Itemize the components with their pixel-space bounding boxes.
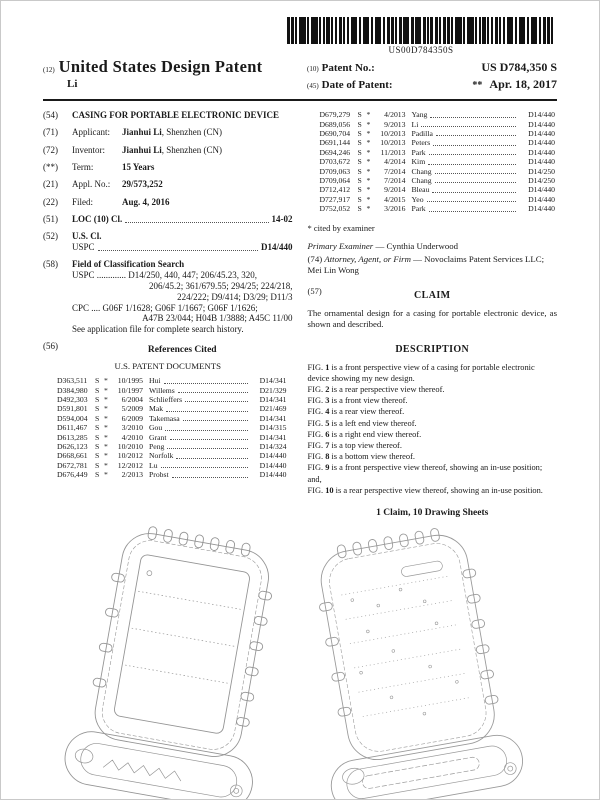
ref-examiner-star: * [366, 166, 371, 176]
applicant-name: Jianhui Li [122, 127, 162, 138]
ref-date: 10/1995 [117, 376, 143, 386]
reference-row [320, 157, 556, 166]
ref-examiner-star: * [104, 442, 108, 452]
ref-inventor-name: Yeo [411, 194, 424, 204]
ref-inventor-name: Probst [149, 470, 169, 480]
ref-class-code: D14/341 [259, 413, 287, 423]
ref-examiner-star: * [104, 423, 108, 433]
patent-no-value: US D784,350 S [481, 60, 557, 74]
ref-patent-number: D611,467 [57, 423, 88, 433]
ref-class-code: D14/341 [259, 395, 287, 405]
ref-class-code: D14/324 [259, 442, 287, 452]
us-patent-documents-left [43, 376, 293, 479]
ref-kind-code: S [357, 129, 362, 138]
dotted-leader [429, 154, 516, 155]
ref-patent-number: D594,004 [57, 413, 88, 423]
ref-class-code: D14/440 [259, 470, 287, 480]
reference-row [57, 451, 287, 460]
search-history-note: See application file for complete search history. [72, 324, 244, 335]
ref-kind-code: S [357, 147, 362, 157]
patent-drawing-front-perspective [59, 522, 294, 800]
figure-description-line: FIG. 1 is a front perspective view of a casing for portable electronic device showing my new design. [307, 362, 535, 383]
dotted-leader [178, 392, 248, 393]
ref-examiner-star: * [104, 451, 108, 461]
left-column [43, 110, 293, 518]
appl-no-label: Appl. No.: [72, 179, 111, 190]
ref-class-code: D14/440 [528, 147, 555, 157]
figure-description-line: FIG. 5 is a left end view thereof. [307, 418, 417, 428]
ref-patent-number: D689,056 [319, 119, 351, 129]
barcode-image [287, 17, 555, 44]
field-number: (72) [43, 144, 58, 155]
dotted-leader [170, 439, 248, 440]
ref-kind-code: S [357, 194, 362, 204]
ref-inventor-name: Norfolk [149, 451, 174, 461]
ref-inventor-name: Grant [149, 432, 167, 442]
claim-heading: CLAIM [414, 289, 451, 301]
dotted-leader [435, 182, 516, 183]
ref-date: 7/2014 [384, 166, 406, 176]
uspc-search-line: USPC ............. D14/250, 440, 447; 206/45.23, 320, [72, 270, 258, 281]
invention-title-field [43, 110, 293, 121]
right-column [308, 110, 558, 518]
ref-patent-number: D712,412 [319, 185, 351, 195]
cover-drawings [1, 522, 599, 800]
reference-row [57, 433, 287, 442]
ref-kind-code: S [95, 376, 100, 386]
reference-row [57, 442, 287, 451]
ref-inventor-name: Chang [411, 166, 432, 176]
us-patent-documents-heading: U.S. PATENT DOCUMENTS [114, 361, 222, 372]
ref-examiner-star: * [104, 413, 108, 423]
figure-description-line: FIG. 6 is a right end view thereof. [307, 429, 422, 439]
ref-class-code: D14/440 [528, 157, 555, 167]
ref-kind-code: S [357, 185, 362, 195]
ref-kind-code: S [357, 204, 362, 214]
ref-class-code: D14/250 [528, 176, 555, 186]
ref-kind-code: S [95, 404, 100, 414]
ref-kind-code: S [357, 119, 362, 129]
ref-patent-number: D709,064 [319, 176, 351, 186]
reference-row [320, 167, 556, 176]
reference-row [320, 148, 556, 157]
ref-kind-code: S [95, 460, 100, 470]
ref-date: 4/2014 [384, 157, 406, 167]
date-value: Apr. 18, 2017 [489, 77, 557, 91]
field-number: (52) [43, 231, 58, 242]
primary-examiner-line: Primary Examiner — Cynthia Underwood [307, 240, 459, 251]
reference-row [57, 404, 287, 413]
ref-date: 11/2013 [380, 147, 406, 157]
dotted-leader [183, 420, 248, 421]
ref-kind-code: S [95, 413, 100, 423]
applicant-field [43, 127, 293, 138]
loc-value: 14-02 [271, 213, 293, 224]
reference-row [57, 395, 287, 404]
ref-class-code: D14/440 [528, 110, 555, 120]
reference-row [320, 110, 556, 119]
ref-patent-number: D709,063 [319, 166, 351, 176]
ref-kind-code: S [95, 451, 100, 461]
us-class-field [43, 231, 293, 253]
ref-class-code: D14/440 [528, 129, 555, 138]
reference-row [320, 120, 556, 129]
ref-examiner-star: * [366, 138, 371, 148]
ref-kind-code: S [357, 176, 362, 186]
ref-kind-code: S [357, 138, 362, 148]
inventor-name: Jianhui Li [122, 144, 162, 155]
ref-class-code: D14/440 [528, 119, 555, 129]
dotted-leader [429, 211, 516, 212]
ref-patent-number: D679,279 [319, 110, 351, 120]
ref-kind-code: S [95, 385, 100, 395]
ref-class-code: D14/440 [528, 138, 555, 148]
reference-row [320, 176, 556, 185]
ref-examiner-star: * [104, 432, 108, 442]
ref-date: 5/2009 [121, 404, 143, 414]
field-number: (56) [43, 341, 58, 352]
figure-description-line: FIG. 2 is a rear perspective view thereof. [307, 385, 445, 395]
ref-date: 10/2013 [380, 138, 406, 148]
applicant-location: , Shenzhen (CN) [161, 127, 223, 138]
field-number: (74) [307, 253, 323, 264]
ref-date: 4/2013 [384, 110, 406, 120]
ref-inventor-name: Peters [411, 138, 431, 148]
inventor-label: Inventor: [72, 144, 105, 155]
ref-kind-code: S [95, 442, 100, 452]
field-of-search-title: Field of Classification Search [72, 259, 185, 270]
patent-drawing-rear-perspective [296, 522, 541, 800]
dotted-leader [98, 250, 258, 251]
us-cl-label: U.S. Cl. [72, 231, 102, 242]
reference-row [320, 204, 556, 213]
ref-kind-code: S [357, 110, 362, 120]
figure-description-line: FIG. 3 is a front view thereof. [307, 396, 408, 406]
reference-row [320, 129, 556, 138]
dotted-leader [428, 164, 516, 165]
ref-patent-number: D626,123 [57, 442, 88, 452]
ref-patent-number: D694,246 [319, 147, 351, 157]
dotted-leader [166, 411, 247, 412]
ref-inventor-name: Peng [149, 442, 165, 452]
dotted-leader [435, 173, 516, 174]
ref-date: 2/2013 [121, 470, 143, 480]
ref-inventor-name: Lu [149, 460, 158, 470]
ref-patent-number: D668,661 [57, 451, 88, 461]
examiner-name: Cynthia Underwood [386, 240, 459, 251]
body-columns [43, 110, 557, 518]
ref-patent-number: D752,052 [319, 204, 351, 214]
us-patent-documents-right [308, 110, 558, 213]
ref-examiner-star: * [104, 470, 108, 480]
dotted-leader [165, 430, 247, 431]
ref-kind-code: S [95, 470, 100, 480]
ref-examiner-star: * [366, 147, 371, 157]
ref-patent-number: D690,704 [319, 129, 351, 138]
ref-date: 6/2009 [121, 413, 143, 423]
figure-description-line: FIG. 10 is a rear perspective view thereof, showing an in-use position. [307, 485, 543, 495]
figure-description-list [308, 362, 558, 496]
ref-inventor-name: Takemasa [149, 413, 180, 423]
ref-inventor-name: Mak [149, 404, 164, 414]
header-right [307, 57, 557, 94]
field-number: (51) [43, 213, 58, 224]
dotted-leader [432, 192, 516, 193]
ref-class-code: D21/329 [259, 385, 287, 395]
reference-row [320, 138, 556, 147]
field-number: (22) [43, 196, 58, 207]
ref-inventor-name: Willems [149, 385, 175, 395]
ref-examiner-star: * [366, 194, 371, 204]
ref-date: 12/2012 [117, 460, 143, 470]
ref-examiner-star: * [104, 404, 108, 414]
ref-examiner-star: * [366, 157, 371, 167]
figure-description-line: FIG. 8 is a bottom view thereof. [307, 452, 415, 462]
date-of-patent-row [307, 77, 557, 92]
ref-inventor-name: Kim [411, 157, 426, 167]
dotted-leader [430, 117, 516, 118]
ref-patent-number: D363,511 [57, 376, 88, 386]
ref-patent-number: D591,801 [57, 404, 88, 414]
ref-kind-code: S [357, 166, 362, 176]
dotted-leader [176, 458, 247, 459]
attorney-name: Novoclaims Patent Services LLC; Mei Lin Wong [307, 253, 545, 275]
cpc-search-line: A47B 23/044; H04B 1/3888; A45C 11/00 [142, 313, 293, 324]
ref-date: 10/2012 [117, 451, 143, 461]
ref-date: 3/2016 [384, 204, 406, 214]
inventor-location: , Shenzhen (CN) [161, 144, 223, 155]
ref-inventor-name: Park [411, 204, 426, 214]
ref-inventor-name: Padilla [411, 129, 433, 138]
field-number: (**) [43, 162, 58, 173]
ref-kind-code: S [95, 432, 100, 442]
ref-patent-number: D384,980 [57, 385, 88, 395]
page-title: United States Design Patent [58, 57, 263, 76]
ref-patent-number: D613,285 [57, 432, 88, 442]
date-field-number: (45) [307, 82, 319, 90]
uspc-label: USPC [72, 242, 95, 253]
ref-patent-number: D703,672 [319, 157, 351, 167]
ref-examiner-star: * [104, 460, 108, 470]
dotted-leader [433, 145, 516, 146]
uspc-search-line: 224/222; D9/414; D3/29; D11/3 [177, 291, 293, 302]
inventor-surname: Li [67, 78, 78, 90]
reference-row [57, 376, 287, 385]
ref-date: 7/2014 [384, 176, 406, 186]
ref-class-code: D14/440 [259, 460, 287, 470]
dotted-leader [427, 201, 516, 202]
invention-title: CASING FOR PORTABLE ELECTRONIC DEVICE [72, 110, 280, 121]
ref-class-code: D14/440 [259, 451, 287, 461]
field-number: (21) [43, 179, 58, 190]
field-number: (57) [307, 285, 322, 296]
references-cited-field [43, 341, 293, 359]
ref-class-code: D14/315 [259, 423, 287, 433]
reference-row [320, 195, 556, 204]
date-label: Date of Patent: [321, 79, 393, 91]
page-header [43, 57, 557, 94]
ref-examiner-star: * [104, 376, 108, 386]
barcode [287, 17, 555, 55]
attorney-label: Attorney, Agent, or Firm [324, 253, 411, 264]
ref-examiner-star: * [366, 204, 371, 214]
ref-date: 4/2015 [384, 194, 406, 204]
field-of-search [43, 259, 293, 335]
uspc-search-line: 206/45.2; 361/679.55; 294/25; 224/218, [148, 280, 293, 291]
patent-no-field-number: (10) [307, 65, 319, 73]
attorney-line: (74) Attorney, Agent, or Firm — Novoclaims Patent Services LLC; Mei Lin Wong [307, 253, 545, 275]
inventor-field [43, 145, 293, 156]
header-divider [43, 99, 557, 101]
ref-inventor-name: Li [411, 119, 419, 129]
figure-description-line: FIG. 4 is a rear view thereof. [307, 407, 405, 417]
dotted-leader [436, 135, 516, 136]
ref-date: 4/2010 [121, 432, 143, 442]
uspc-value: D14/440 [261, 242, 293, 253]
filed-label: Filed: [72, 196, 94, 207]
dotted-leader [167, 448, 247, 449]
claim-heading-row [308, 285, 558, 303]
term-label: Term: [72, 162, 94, 173]
filed-value: Aug. 4, 2016 [122, 196, 170, 207]
ref-class-code: D14/440 [528, 185, 555, 195]
ref-examiner-star: * [104, 385, 108, 395]
ref-date: 9/2014 [384, 185, 406, 195]
ref-patent-number: D672,781 [57, 460, 88, 470]
ref-inventor-name: Yang [411, 110, 428, 120]
loc-class-field [43, 214, 293, 225]
reference-row [57, 461, 287, 470]
ref-examiner-star: * [366, 119, 371, 129]
dotted-leader [421, 126, 516, 127]
field-number: (58) [43, 259, 58, 270]
ref-date: 6/2004 [121, 395, 143, 405]
ref-examiner-star: * [366, 110, 371, 120]
claim-text: The ornamental design for a casing for portable electronic device, as shown and described. [307, 307, 557, 329]
ref-kind-code: S [357, 157, 362, 167]
ref-inventor-name: Hui [149, 376, 161, 386]
patent-number-row [307, 60, 557, 75]
ref-class-code: D14/341 [259, 376, 287, 386]
dotted-leader [172, 477, 248, 478]
ref-class-code: D14/440 [528, 204, 555, 214]
ref-inventor-name: Chang [411, 176, 432, 186]
ref-patent-number: D676,449 [57, 470, 88, 480]
term-asterisks: ** [472, 80, 483, 91]
examiner-label: Primary Examiner [307, 240, 374, 251]
ref-date: 10/2010 [117, 442, 143, 452]
kind-code-number: (12) [43, 66, 55, 74]
ref-kind-code: S [95, 423, 100, 433]
ref-patent-number: D492,303 [57, 395, 88, 405]
ref-inventor-name: Schlieffers [149, 395, 183, 405]
field-number: (71) [43, 127, 58, 138]
cpc-search-line: CPC .... G06F 1/1628; G06F 1/1667; G06F 1/1626; [72, 302, 258, 313]
reference-row [320, 185, 556, 194]
loc-label: LOC (10) Cl. [72, 213, 123, 224]
cited-by-examiner-note: * cited by examiner [307, 222, 375, 233]
ref-patent-number: D727,917 [319, 194, 351, 204]
ref-class-code: D14/341 [259, 432, 287, 442]
figure-description-line: FIG. 7 is a top view thereof. [307, 441, 402, 451]
term-value: 15 Years [122, 162, 155, 173]
applicant-label: Applicant: [72, 127, 110, 138]
header-left [43, 57, 262, 94]
description-heading-row [308, 339, 558, 357]
appl-no-value: 29/573,252 [122, 179, 163, 190]
filed-field [43, 197, 293, 208]
ref-examiner-star: * [366, 129, 371, 138]
figure-description-line: FIG. 9 is a front perspective view thereof, showing an in-use position; and, [307, 463, 543, 484]
ref-date: 3/2010 [121, 423, 143, 433]
field-number: (54) [43, 110, 58, 121]
dotted-leader [125, 222, 268, 223]
ref-patent-number: D691,144 [319, 138, 351, 148]
ref-class-code: D14/250 [528, 166, 555, 176]
ref-date: 9/2013 [384, 119, 406, 129]
ref-examiner-star: * [366, 176, 371, 186]
ref-class-code: D21/469 [259, 404, 287, 414]
ref-inventor-name: Park [411, 147, 426, 157]
references-cited-heading: References Cited [147, 345, 217, 356]
ref-kind-code: S [95, 395, 100, 405]
ref-date: 10/2013 [380, 129, 406, 138]
ref-date: 10/1997 [117, 385, 143, 395]
reference-row [57, 414, 287, 423]
reference-row [57, 386, 287, 395]
term-field [43, 162, 293, 173]
barcode-text: US00D784350S [388, 45, 454, 55]
reference-row [57, 470, 287, 479]
ref-examiner-star: * [366, 185, 371, 195]
dotted-leader [161, 467, 248, 468]
description-heading: DESCRIPTION [395, 343, 470, 355]
application-number-field [43, 179, 293, 190]
claims-sheets-note: 1 Claim, 10 Drawing Sheets [376, 508, 489, 519]
ref-inventor-name: Bleau [411, 185, 430, 195]
ref-class-code: D14/440 [528, 194, 555, 204]
ref-inventor-name: Gou [149, 423, 163, 433]
reference-row [57, 423, 287, 432]
ref-examiner-star: * [104, 395, 108, 405]
patent-no-label: Patent No.: [321, 62, 375, 74]
dotted-leader [164, 383, 248, 384]
dotted-leader [185, 401, 247, 402]
